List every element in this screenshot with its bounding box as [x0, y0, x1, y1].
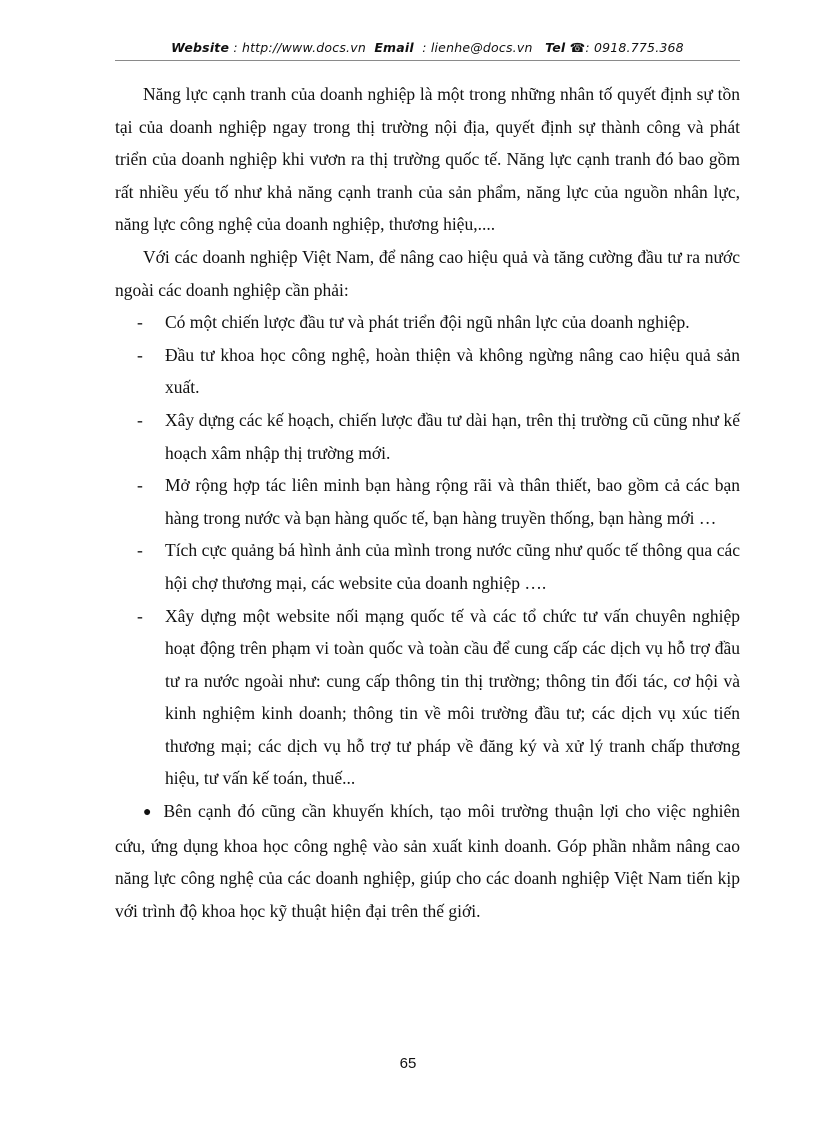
paragraph-closing — [115, 795, 740, 927]
list-item — [115, 600, 740, 796]
paragraph-competitiveness: Năng lực cạnh tranh của doanh nghiệp là một trong những nhân tố quyết định sự tồn tại của doanh nghiệp ngay trong thị trường nội địa, quyết định sự thành công và phát triển của doanh nghiệp khi vươn ra thị trường quốc tế. Năng lực cạnh tranh đó bao gồm rất nhiều yếu tố như khả năng cạnh tranh của sản phẩm, năng lực của nguồn nhân lực, năng lực công nghệ của doanh nghiệp, thương hiệu,.... — [115, 84, 740, 235]
bullet-icon: ● — [143, 805, 152, 821]
email-link[interactable]: : lienhe@docs.vn — [422, 40, 533, 55]
dash-marker: - — [137, 409, 143, 430]
list-item — [115, 534, 740, 599]
requirements-list — [115, 306, 740, 795]
phone-icon: ☎ — [569, 40, 586, 55]
website-label: Website — [171, 40, 230, 55]
list-item — [115, 306, 740, 339]
dash-marker: - — [137, 344, 143, 365]
dash-marker: - — [137, 475, 143, 496]
list-item-text: Xây dựng một website nối mạng quốc tế và các tổ chức tư vấn chuyên nghiệp hoạt động trên phạm vi toàn quốc và toàn cầu để cung cấp các dịch vụ hỗ trợ đầu tư ra nước ngoài như: cung cấp thông tin thị trường; thông tin đối tác, cơ hội và kinh nghiệm kinh doanh; thông tin về môi trường đầu tư; các dịch vụ xúc tiến thương mại; các dịch vụ hỗ trợ tư pháp về đăng ký và xử lý tranh chấp thương hiệu, tư vấn kế toán, thuế... — [165, 605, 740, 789]
list-item — [115, 469, 740, 534]
list-item-text: Đầu tư khoa học công nghệ, hoàn thiện và không ngừng nâng cao hiệu quả sản xuất. — [165, 344, 740, 398]
tel-label: Tel — [545, 40, 566, 55]
website-link[interactable]: : http://www.docs.vn — [233, 40, 366, 55]
email-label: Email — [374, 40, 414, 55]
list-item-text: Mở rộng hợp tác liên minh bạn hàng rộng rãi và thân thiết, bao gồm cả các bạn hàng trong nước và bạn hàng quốc tế, bạn hàng truyền thống, bạn hàng mới … — [165, 475, 740, 528]
page-header — [115, 40, 740, 61]
closing-text: Bên cạnh đó cũng cần khuyến khích, tạo môi trường thuận lợi cho việc nghiên cứu, ứng dụng khoa học công nghệ vào sản xuất kinh doanh. Góp phần nhằm nâng cao năng lực công nghệ của các doanh nghiệp, giúp cho các doanh nghiệp Việt Nam tiến kịp với trình độ khoa học kỹ thuật hiện đại trên thế giới. — [115, 801, 740, 921]
list-item-text: Tích cực quảng bá hình ảnh của mình trong nước cũng như quốc tế thông qua các hội chợ thương mại, các website của doanh nghiệp …. — [165, 540, 740, 593]
list-item-text: Xây dựng các kế hoạch, chiến lược đầu tư dài hạn, trên thị trường cũ cũng như kế hoạch xâm nhập thị trường mới. — [165, 409, 740, 463]
dash-marker: - — [137, 540, 143, 561]
list-item — [115, 404, 740, 469]
tel-value: : 0918.775.368 — [585, 40, 684, 55]
dash-marker: - — [137, 312, 143, 333]
list-item-text: Có một chiến lược đầu tư và phát triển đội ngũ nhân lực của doanh nghiệp. — [165, 312, 690, 333]
dash-marker: - — [137, 605, 143, 626]
document-body — [115, 78, 740, 927]
page-number: 65 — [399, 1055, 417, 1072]
list-item — [115, 339, 740, 404]
paragraph-requirements: Với các doanh nghiệp Việt Nam, để nâng cao hiệu quả và tăng cường đầu tư ra nước ngoài các doanh nghiệp cần phải: — [115, 246, 740, 300]
